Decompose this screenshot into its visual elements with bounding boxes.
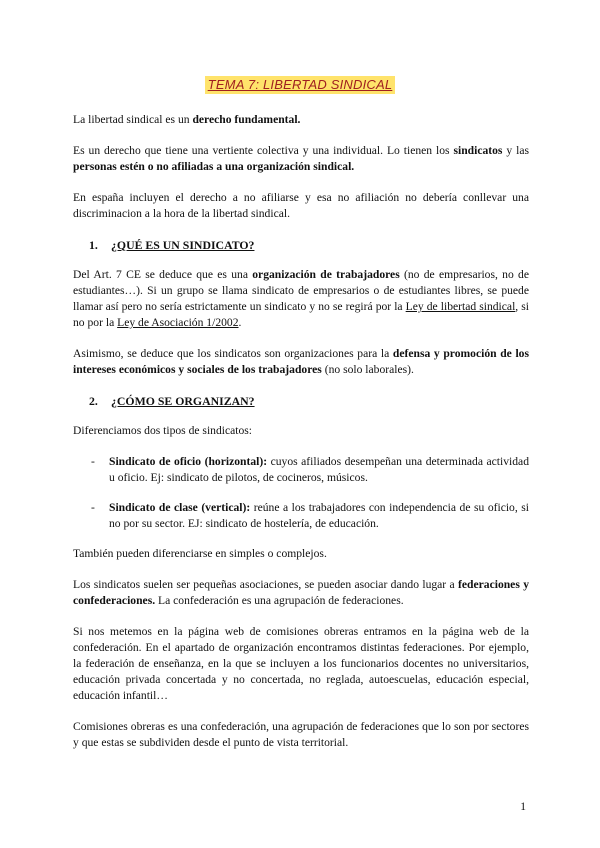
bold-run: Sindicato de clase (vertical):	[109, 501, 251, 514]
text-run: La libertad sindical es un	[73, 113, 193, 126]
text-run: y las	[502, 144, 529, 157]
text-run: (no solo laborales).	[321, 363, 414, 376]
section-title: ¿CÓMO SE ORGANIZAN?	[111, 394, 255, 408]
bold-run: federaciones y confederaciones.	[73, 578, 529, 607]
section-number: 1.	[89, 238, 98, 252]
text-run: , si no por la	[73, 300, 529, 329]
bold-run: derecho fundamental.	[192, 113, 301, 126]
law-reference: Ley de Asociación 1/2002	[117, 316, 239, 329]
section-2-paragraph-5: Comisiones obreras es una confederación, una agrupación de federaciones que lo son por sectores y que estas se subdividen desde el punto de vista territorial.	[73, 720, 529, 749]
list-item	[73, 454, 529, 486]
section-1-paragraph-1	[73, 267, 529, 331]
text-run: cuyos afiliados desempeñan una determinada actividad u oficio. Ej: sindicato de pilotos, de cocineros, músicos.	[109, 455, 529, 484]
list-item	[73, 500, 529, 532]
section-2-paragraph-2: También pueden diferenciarse en simples o complejos.	[73, 547, 327, 560]
intro-paragraph-2	[73, 143, 529, 175]
text-run: Del Art. 7 CE se deduce que es una	[73, 268, 253, 281]
section-2-heading	[89, 393, 529, 409]
page-title: TEMA 7: LIBERTAD SINDICAL	[205, 76, 396, 94]
text-run: reúne a los trabajadores con independencia de su oficio, si no por su sector. EJ: sindicato de hostelería, de educación.	[109, 501, 529, 530]
bold-run: sindicatos	[453, 144, 503, 157]
intro-paragraph-3: En españa incluyen el derecho a no afiliarse y esa no afiliación no debería conllevar una discriminacion a la hora de la libertad sindical.	[73, 191, 529, 220]
law-reference: Ley de libertad sindical	[405, 300, 516, 313]
bold-run: personas estén o no afiliadas a una organización sindical.	[73, 160, 355, 173]
document-body	[73, 112, 529, 766]
section-2-paragraph-4: Si nos metemos en la página web de comisiones obreras entramos en la página web de la confederación. En el apartado de organización encontramos distintas federaciones. Por ejemplo, la federación de enseñanza, en la que se incluyen a los funcionarios docentes no universitarios, educación privada concertada y no concertada, no reglada, autoescuelas, educación especial, educación infantil…	[73, 625, 529, 702]
union-types-list	[73, 454, 529, 532]
section-2-paragraph-1: Diferenciamos dos tipos de sindicatos:	[73, 424, 253, 437]
text-run: (no de empresarios, no de estudiantes…). Si un grupo se llama sindicato de empresarios o de estudiantes libres, se puede llamar así pero no sería estrictamente un sindicato y no se regirá por la	[73, 268, 529, 313]
dash-bullet: -	[91, 455, 95, 468]
bold-run: organización de trabajadores	[252, 268, 400, 281]
section-title: ¿QUÉ ES UN SINDICATO?	[111, 238, 255, 252]
section-1-heading	[89, 237, 529, 253]
section-number: 2.	[89, 394, 98, 408]
text-run: Asimismo, se deduce que los sindicatos son organizaciones para la	[73, 347, 393, 360]
section-1-paragraph-2	[73, 346, 529, 378]
section-2-paragraph-3	[73, 577, 529, 609]
text-run: Es un derecho que tiene una vertiente colectiva y una individual. Lo tienen los	[73, 144, 454, 157]
bold-run: Sindicato de oficio (horizontal):	[109, 455, 268, 468]
dash-bullet: -	[91, 501, 95, 514]
page-number: 1	[520, 801, 526, 813]
text-run: Los sindicatos suelen ser pequeñas asociaciones, se pueden asociar dando lugar a	[73, 578, 459, 591]
text-run: La confederación es una agrupación de federaciones.	[155, 594, 404, 607]
title-wrap	[0, 76, 600, 94]
bold-run: defensa y promoción de los intereses económicos y sociales de los trabajadores	[73, 347, 529, 376]
intro-paragraph-1	[73, 112, 529, 128]
text-run: .	[238, 316, 242, 329]
